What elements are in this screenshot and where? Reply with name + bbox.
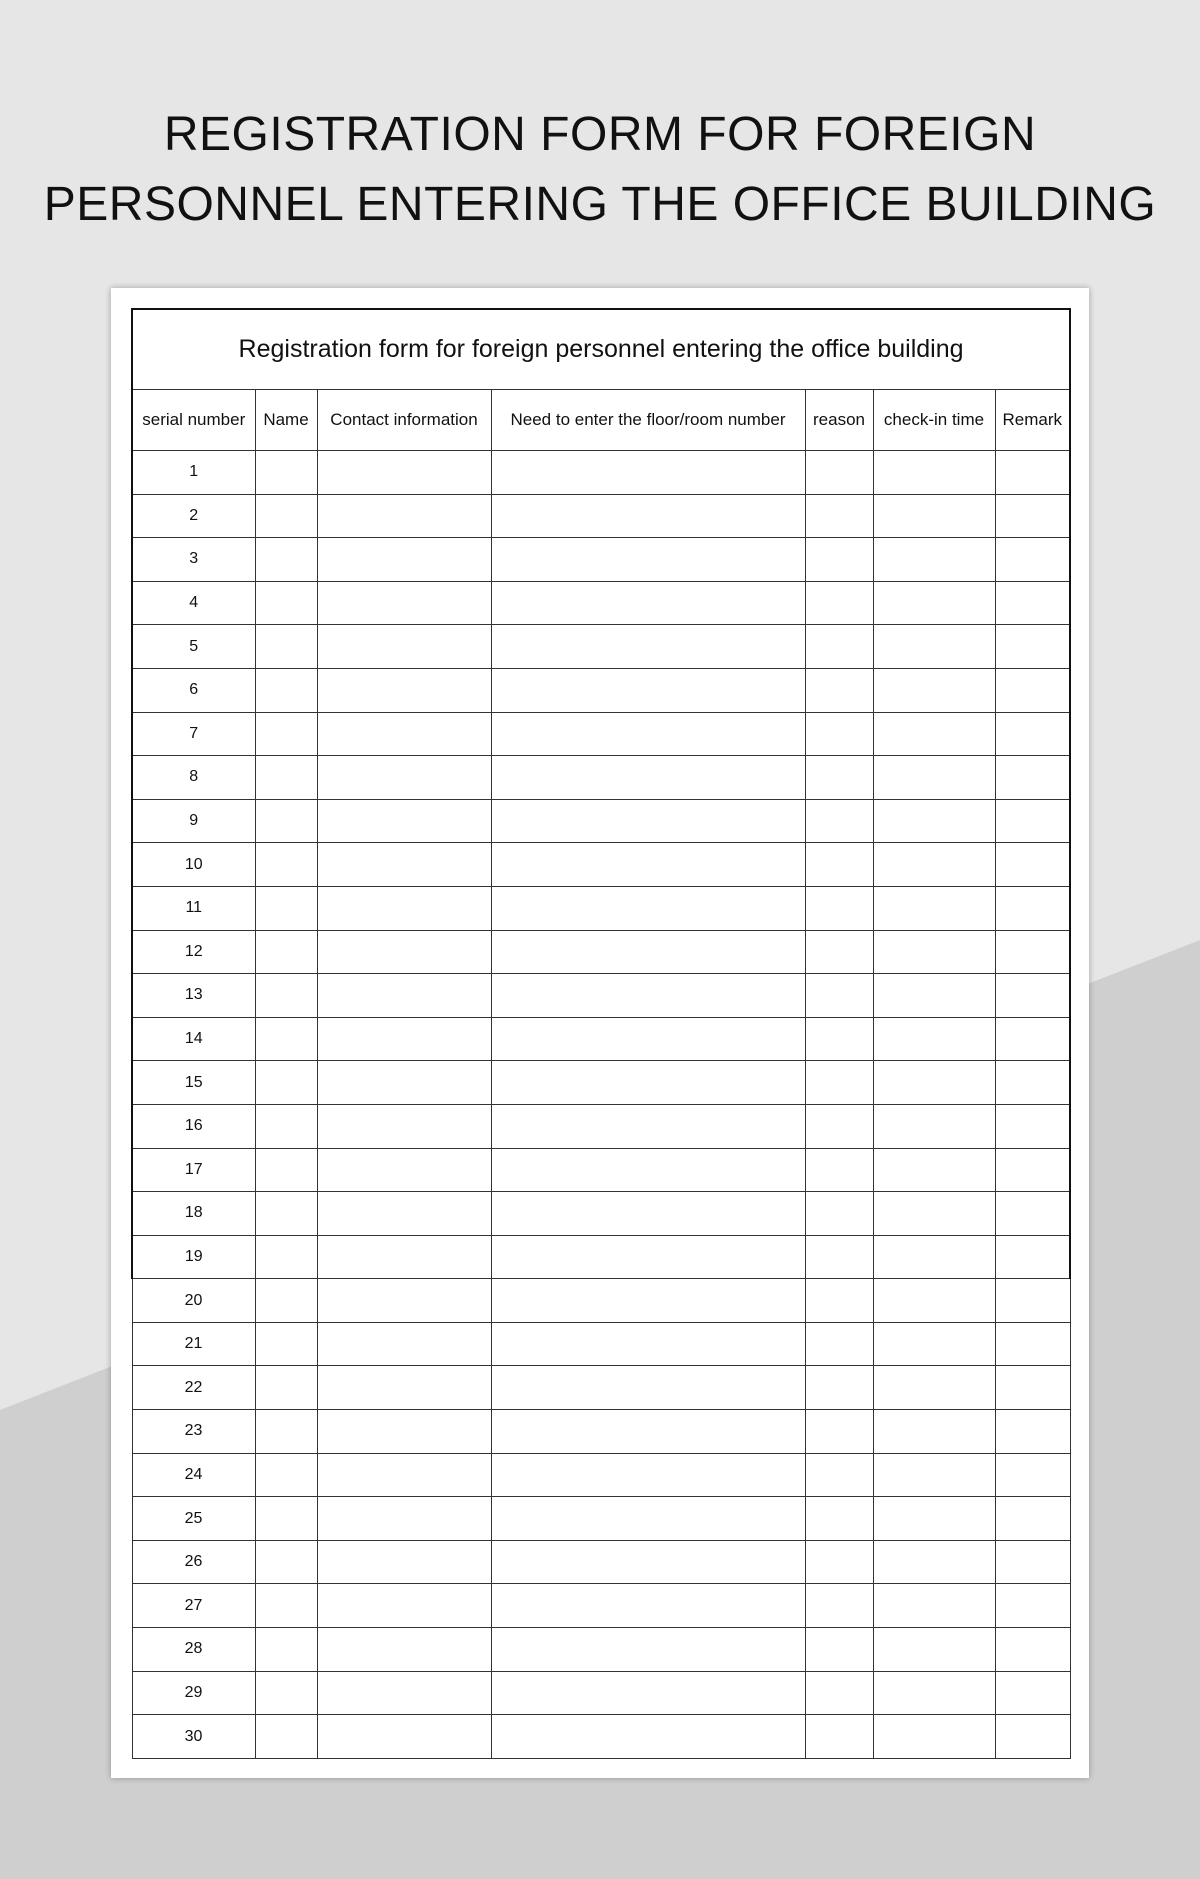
name-cell[interactable] (255, 974, 317, 1018)
column-header-check-in-time: check-in time (873, 390, 995, 451)
floor-room-number-cell[interactable] (491, 1322, 805, 1366)
column-header-remark: Remark (995, 390, 1070, 451)
registration-table (131, 308, 1071, 1759)
table-row (132, 538, 1070, 582)
check-in-time-cell[interactable] (873, 974, 995, 1018)
check-in-time-cell[interactable] (873, 451, 995, 495)
contact-information-cell[interactable] (317, 1235, 491, 1279)
column-header-serial-number: serial number (132, 390, 255, 451)
floor-room-number-cell[interactable] (491, 756, 805, 800)
remark-cell[interactable] (995, 930, 1070, 974)
remark-cell[interactable] (995, 1410, 1070, 1454)
check-in-time-cell[interactable] (873, 799, 995, 843)
floor-room-number-cell[interactable] (491, 886, 805, 930)
check-in-time-cell[interactable] (873, 1366, 995, 1410)
name-cell[interactable] (255, 1453, 317, 1497)
contact-information-cell[interactable] (317, 451, 491, 495)
contact-information-cell[interactable] (317, 1497, 491, 1541)
contact-information-cell[interactable] (317, 625, 491, 669)
reason-cell[interactable] (805, 1148, 873, 1192)
remark-cell[interactable] (995, 625, 1070, 669)
reason-cell[interactable] (805, 1192, 873, 1236)
table-header-row (132, 390, 1070, 451)
check-in-time-cell[interactable] (873, 1410, 995, 1454)
reason-cell[interactable] (805, 1671, 873, 1715)
reason-cell[interactable] (805, 1628, 873, 1672)
table-row (132, 1104, 1070, 1148)
table-row (132, 843, 1070, 887)
contact-information-cell[interactable] (317, 1540, 491, 1584)
floor-room-number-cell[interactable] (491, 1453, 805, 1497)
name-cell[interactable] (255, 756, 317, 800)
contact-information-cell[interactable] (317, 886, 491, 930)
column-header-reason: reason (805, 390, 873, 451)
table-row (132, 1235, 1070, 1279)
contact-information-cell[interactable] (317, 1279, 491, 1323)
floor-room-number-cell[interactable] (491, 974, 805, 1018)
check-in-time-cell[interactable] (873, 1671, 995, 1715)
check-in-time-cell[interactable] (873, 538, 995, 582)
serial-number-cell: 7 (132, 712, 255, 756)
serial-number-cell: 1 (132, 451, 255, 495)
name-cell[interactable] (255, 1061, 317, 1105)
check-in-time-cell[interactable] (873, 712, 995, 756)
remark-cell[interactable] (995, 1017, 1070, 1061)
contact-information-cell[interactable] (317, 1410, 491, 1454)
form-caption: Registration form for foreign personnel entering the office building (132, 309, 1070, 390)
remark-cell[interactable] (995, 799, 1070, 843)
table-row (132, 1628, 1070, 1672)
name-cell[interactable] (255, 1148, 317, 1192)
table-row (132, 1279, 1070, 1323)
floor-room-number-cell[interactable] (491, 799, 805, 843)
contact-information-cell[interactable] (317, 1366, 491, 1410)
floor-room-number-cell[interactable] (491, 1061, 805, 1105)
floor-room-number-cell[interactable] (491, 581, 805, 625)
contact-information-cell[interactable] (317, 1322, 491, 1366)
serial-number-cell: 19 (132, 1235, 255, 1279)
serial-number-cell: 10 (132, 843, 255, 887)
reason-cell[interactable] (805, 974, 873, 1018)
remark-cell[interactable] (995, 1715, 1070, 1759)
floor-room-number-cell[interactable] (491, 1628, 805, 1672)
table-row (132, 451, 1070, 495)
serial-number-cell: 15 (132, 1061, 255, 1105)
contact-information-cell[interactable] (317, 712, 491, 756)
remark-cell[interactable] (995, 1671, 1070, 1715)
reason-cell[interactable] (805, 886, 873, 930)
serial-number-cell: 21 (132, 1322, 255, 1366)
floor-room-number-cell[interactable] (491, 1671, 805, 1715)
table-row (132, 1540, 1070, 1584)
table-row (132, 756, 1070, 800)
contact-information-cell[interactable] (317, 581, 491, 625)
table-row (132, 799, 1070, 843)
table-row (132, 1017, 1070, 1061)
page-title-line-1: REGISTRATION FORM FOR FOREIGN (163, 108, 1037, 161)
table-row (132, 1366, 1070, 1410)
check-in-time-cell[interactable] (873, 581, 995, 625)
serial-number-cell: 3 (132, 538, 255, 582)
column-header-floor-room-number: Need to enter the floor/room number (491, 390, 805, 451)
name-cell[interactable] (255, 1715, 317, 1759)
name-cell[interactable] (255, 1584, 317, 1628)
floor-room-number-cell[interactable] (491, 1366, 805, 1410)
floor-room-number-cell[interactable] (491, 451, 805, 495)
name-cell[interactable] (255, 1017, 317, 1061)
contact-information-cell[interactable] (317, 843, 491, 887)
serial-number-cell: 9 (132, 799, 255, 843)
remark-cell[interactable] (995, 1192, 1070, 1236)
reason-cell[interactable] (805, 1061, 873, 1105)
contact-information-cell[interactable] (317, 494, 491, 538)
form-sheet (111, 288, 1089, 1778)
name-cell[interactable] (255, 1671, 317, 1715)
name-cell[interactable] (255, 1235, 317, 1279)
floor-room-number-cell[interactable] (491, 1104, 805, 1148)
column-header-contact-information: Contact information (317, 390, 491, 451)
serial-number-cell: 14 (132, 1017, 255, 1061)
table-row (132, 1453, 1070, 1497)
contact-information-cell[interactable] (317, 1584, 491, 1628)
name-cell[interactable] (255, 1540, 317, 1584)
floor-room-number-cell[interactable] (491, 1192, 805, 1236)
table-row (132, 974, 1070, 1018)
reason-cell[interactable] (805, 538, 873, 582)
serial-number-cell: 12 (132, 930, 255, 974)
remark-cell[interactable] (995, 1104, 1070, 1148)
name-cell[interactable] (255, 1628, 317, 1672)
table-row (132, 1192, 1070, 1236)
check-in-time-cell[interactable] (873, 1584, 995, 1628)
serial-number-cell: 4 (132, 581, 255, 625)
name-cell[interactable] (255, 1322, 317, 1366)
reason-cell[interactable] (805, 1366, 873, 1410)
floor-room-number-cell[interactable] (491, 625, 805, 669)
serial-number-cell: 8 (132, 756, 255, 800)
name-cell[interactable] (255, 930, 317, 974)
name-cell[interactable] (255, 799, 317, 843)
table-row (132, 1410, 1070, 1454)
name-cell[interactable] (255, 1104, 317, 1148)
reason-cell[interactable] (805, 756, 873, 800)
check-in-time-cell[interactable] (873, 886, 995, 930)
check-in-time-cell[interactable] (873, 843, 995, 887)
floor-room-number-cell[interactable] (491, 1279, 805, 1323)
contact-information-cell[interactable] (317, 538, 491, 582)
table-row (132, 494, 1070, 538)
name-cell[interactable] (255, 1279, 317, 1323)
contact-information-cell[interactable] (317, 756, 491, 800)
floor-room-number-cell[interactable] (491, 930, 805, 974)
remark-cell[interactable] (995, 538, 1070, 582)
serial-number-cell: 23 (132, 1410, 255, 1454)
reason-cell[interactable] (805, 1235, 873, 1279)
check-in-time-cell[interactable] (873, 1540, 995, 1584)
check-in-time-cell[interactable] (873, 1279, 995, 1323)
remark-cell[interactable] (995, 1540, 1070, 1584)
table-row (132, 1584, 1070, 1628)
reason-cell[interactable] (805, 581, 873, 625)
serial-number-cell: 17 (132, 1148, 255, 1192)
serial-number-cell: 27 (132, 1584, 255, 1628)
serial-number-cell: 30 (132, 1715, 255, 1759)
table-row (132, 1322, 1070, 1366)
reason-cell[interactable] (805, 799, 873, 843)
reason-cell[interactable] (805, 451, 873, 495)
remark-cell[interactable] (995, 581, 1070, 625)
name-cell[interactable] (255, 843, 317, 887)
serial-number-cell: 6 (132, 668, 255, 712)
table-row (132, 1061, 1070, 1105)
check-in-time-cell[interactable] (873, 625, 995, 669)
name-cell[interactable] (255, 581, 317, 625)
reason-cell[interactable] (805, 1497, 873, 1541)
table-row (132, 930, 1070, 974)
remark-cell[interactable] (995, 451, 1070, 495)
check-in-time-cell[interactable] (873, 1322, 995, 1366)
page-title-line-2: PERSONNEL ENTERING THE OFFICE BUILDING (43, 178, 1157, 231)
contact-information-cell[interactable] (317, 1671, 491, 1715)
serial-number-cell: 13 (132, 974, 255, 1018)
contact-information-cell[interactable] (317, 1628, 491, 1672)
contact-information-cell[interactable] (317, 1192, 491, 1236)
contact-information-cell[interactable] (317, 1148, 491, 1192)
contact-information-cell[interactable] (317, 1715, 491, 1759)
reason-cell[interactable] (805, 668, 873, 712)
contact-information-cell[interactable] (317, 1104, 491, 1148)
serial-number-cell: 11 (132, 886, 255, 930)
remark-cell[interactable] (995, 1235, 1070, 1279)
remark-cell[interactable] (995, 712, 1070, 756)
reason-cell[interactable] (805, 1017, 873, 1061)
reason-cell[interactable] (805, 930, 873, 974)
reason-cell[interactable] (805, 843, 873, 887)
check-in-time-cell[interactable] (873, 1192, 995, 1236)
name-cell[interactable] (255, 1497, 317, 1541)
check-in-time-cell[interactable] (873, 668, 995, 712)
contact-information-cell[interactable] (317, 1017, 491, 1061)
table-row (132, 1715, 1070, 1759)
floor-room-number-cell[interactable] (491, 1584, 805, 1628)
check-in-time-cell[interactable] (873, 1017, 995, 1061)
name-cell[interactable] (255, 1192, 317, 1236)
reason-cell[interactable] (805, 1279, 873, 1323)
remark-cell[interactable] (995, 974, 1070, 1018)
serial-number-cell: 5 (132, 625, 255, 669)
name-cell[interactable] (255, 625, 317, 669)
table-row (132, 625, 1070, 669)
table-row (132, 886, 1070, 930)
check-in-time-cell[interactable] (873, 930, 995, 974)
serial-number-cell: 22 (132, 1366, 255, 1410)
reason-cell[interactable] (805, 1322, 873, 1366)
reason-cell[interactable] (805, 1453, 873, 1497)
floor-room-number-cell[interactable] (491, 1410, 805, 1454)
serial-number-cell: 24 (132, 1453, 255, 1497)
floor-room-number-cell[interactable] (491, 668, 805, 712)
serial-number-cell: 18 (132, 1192, 255, 1236)
table-row (132, 1671, 1070, 1715)
reason-cell[interactable] (805, 494, 873, 538)
check-in-time-cell[interactable] (873, 756, 995, 800)
check-in-time-cell[interactable] (873, 1628, 995, 1672)
contact-information-cell[interactable] (317, 974, 491, 1018)
check-in-time-cell[interactable] (873, 1497, 995, 1541)
remark-cell[interactable] (995, 1453, 1070, 1497)
reason-cell[interactable] (805, 712, 873, 756)
page-title (0, 100, 1200, 240)
table-row (132, 581, 1070, 625)
serial-number-cell: 25 (132, 1497, 255, 1541)
remark-cell[interactable] (995, 1061, 1070, 1105)
contact-information-cell[interactable] (317, 1453, 491, 1497)
name-cell[interactable] (255, 538, 317, 582)
serial-number-cell: 28 (132, 1628, 255, 1672)
contact-information-cell[interactable] (317, 799, 491, 843)
table-row (132, 1148, 1070, 1192)
remark-cell[interactable] (995, 886, 1070, 930)
name-cell[interactable] (255, 886, 317, 930)
remark-cell[interactable] (995, 843, 1070, 887)
floor-room-number-cell[interactable] (491, 494, 805, 538)
check-in-time-cell[interactable] (873, 1235, 995, 1279)
table-row (132, 1497, 1070, 1541)
check-in-time-cell[interactable] (873, 1715, 995, 1759)
name-cell[interactable] (255, 451, 317, 495)
reason-cell[interactable] (805, 1540, 873, 1584)
contact-information-cell[interactable] (317, 1061, 491, 1105)
check-in-time-cell[interactable] (873, 1148, 995, 1192)
floor-room-number-cell[interactable] (491, 712, 805, 756)
remark-cell[interactable] (995, 1584, 1070, 1628)
name-cell[interactable] (255, 1410, 317, 1454)
name-cell[interactable] (255, 494, 317, 538)
remark-cell[interactable] (995, 1279, 1070, 1323)
contact-information-cell[interactable] (317, 930, 491, 974)
floor-room-number-cell[interactable] (491, 538, 805, 582)
reason-cell[interactable] (805, 1584, 873, 1628)
remark-cell[interactable] (995, 1366, 1070, 1410)
remark-cell[interactable] (995, 756, 1070, 800)
reason-cell[interactable] (805, 1715, 873, 1759)
name-cell[interactable] (255, 712, 317, 756)
floor-room-number-cell[interactable] (491, 1540, 805, 1584)
name-cell[interactable] (255, 1366, 317, 1410)
floor-room-number-cell[interactable] (491, 1148, 805, 1192)
serial-number-cell: 20 (132, 1279, 255, 1323)
remark-cell[interactable] (995, 1628, 1070, 1672)
column-header-name: Name (255, 390, 317, 451)
check-in-time-cell[interactable] (873, 1104, 995, 1148)
check-in-time-cell[interactable] (873, 494, 995, 538)
reason-cell[interactable] (805, 1104, 873, 1148)
reason-cell[interactable] (805, 1410, 873, 1454)
serial-number-cell: 2 (132, 494, 255, 538)
serial-number-cell: 26 (132, 1540, 255, 1584)
serial-number-cell: 16 (132, 1104, 255, 1148)
floor-room-number-cell[interactable] (491, 843, 805, 887)
remark-cell[interactable] (995, 668, 1070, 712)
table-row (132, 668, 1070, 712)
floor-room-number-cell[interactable] (491, 1715, 805, 1759)
reason-cell[interactable] (805, 625, 873, 669)
name-cell[interactable] (255, 668, 317, 712)
check-in-time-cell[interactable] (873, 1061, 995, 1105)
serial-number-cell: 29 (132, 1671, 255, 1715)
remark-cell[interactable] (995, 494, 1070, 538)
remark-cell[interactable] (995, 1322, 1070, 1366)
remark-cell[interactable] (995, 1148, 1070, 1192)
check-in-time-cell[interactable] (873, 1453, 995, 1497)
remark-cell[interactable] (995, 1497, 1070, 1541)
floor-room-number-cell[interactable] (491, 1017, 805, 1061)
contact-information-cell[interactable] (317, 668, 491, 712)
table-row (132, 712, 1070, 756)
floor-room-number-cell[interactable] (491, 1497, 805, 1541)
floor-room-number-cell[interactable] (491, 1235, 805, 1279)
